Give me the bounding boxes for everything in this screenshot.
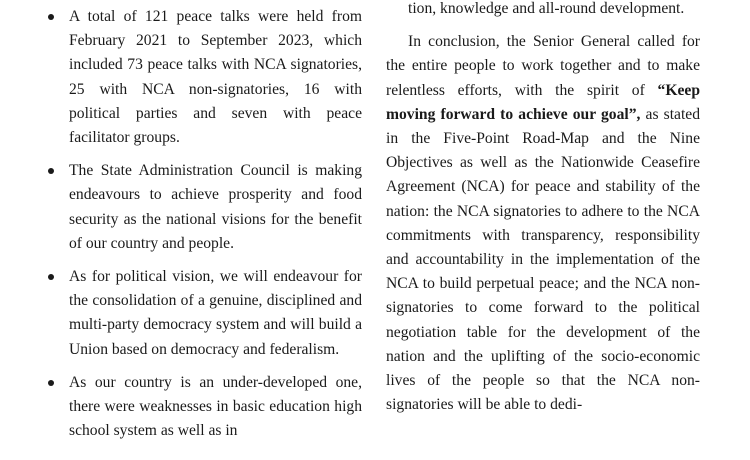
- bold-quote: “Keep moving forward to achieve our goal”,: [386, 81, 700, 123]
- bullet-icon: [48, 274, 54, 280]
- list-item-text: As our country is an under-developed one, there were weaknesses in basic education high school system as well as in: [69, 373, 362, 440]
- bullet-icon: [48, 380, 54, 386]
- list-item-text: As for political vision, we will endeavour for the consolidation of a genuine, disciplined and multi-party democracy system and will build a Union based on democracy and federalism.: [69, 268, 362, 358]
- left-column: [40, 0, 362, 452]
- conclusion-lead-text: In conclusion, the Senior General called for the entire people to work together and to make relentless efforts, with the spirit of: [386, 33, 700, 99]
- list-item: [40, 5, 362, 150]
- bullet-icon: [48, 168, 54, 174]
- bullet-icon: [48, 14, 54, 20]
- right-column: [386, 0, 700, 417]
- conclusion-paragraph: [386, 30, 700, 417]
- list-item-text: The State Administration Council is making endeavours to achieve prosperity and food security as the national visions for the benefit of our country and people.: [69, 162, 362, 252]
- list-item: [40, 159, 362, 256]
- conclusion-body-text: as stated in the Five-Point Road-Map and the Nine Objectives as well as the Nationwide Ceasefire Agreement (NCA) for peace and stability of the nation: the NCA signatories to adhere to the NCA commitments with transparency, responsibility and accountability in the implementation of the NCA to build perpetual peace; and the NCA non-signatories to come forward to the political negotiation table for the development of the nation and the uplifting of the socio-economic lives of the people so that the NCA non-signatories will be able to dedi-: [386, 105, 700, 414]
- bullet-list: [40, 5, 362, 443]
- list-item: [40, 371, 362, 444]
- continuation-paragraph: tion, knowledge and all-round development.: [408, 0, 685, 17]
- list-item: [40, 265, 362, 362]
- list-item-text: A total of 121 peace talks were held from February 2021 to September 2023, which included 73 peace talks with NCA signatories, 25 with NCA non-signatories, 16 with political parties and seven with peace facilitator groups.: [69, 8, 362, 147]
